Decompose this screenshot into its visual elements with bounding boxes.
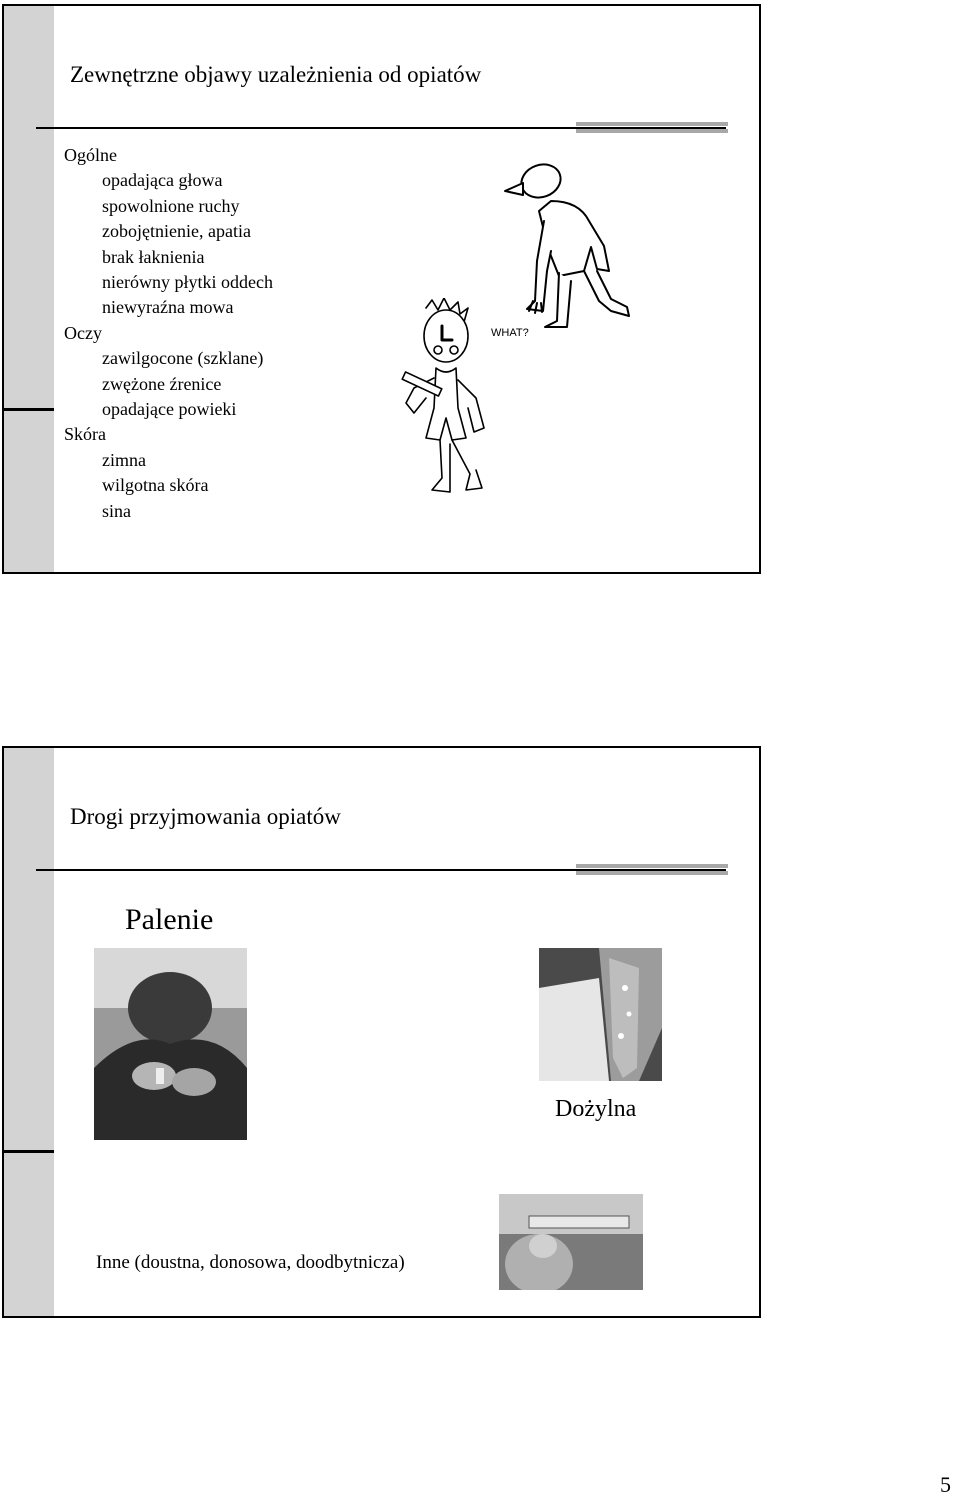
list-item: niewyraźna mowa	[102, 297, 234, 318]
injection-arm-photo	[539, 948, 662, 1081]
other-routes-label: Inne (doustna, donosowa, doodbytnicza)	[96, 1252, 405, 1273]
slide-2-title: Drogi przyjmowania opiatów	[70, 804, 341, 829]
addict-cartoon-illustration	[396, 298, 531, 498]
slide-1-title: Zewnętrzne objawy uzależnienia od opiatów	[70, 62, 482, 87]
list-item: spowolnione ruchy	[102, 195, 240, 216]
list-item: zwężone źrenice	[102, 373, 222, 394]
list-item: zawilgocone (szklane)	[102, 348, 264, 369]
slide-2	[2, 746, 761, 1318]
section-heading: Ogólne	[64, 145, 117, 165]
list-item: nierówny płytki oddech	[102, 272, 273, 293]
sidebar-tick	[4, 1150, 54, 1153]
list-item: zimna	[102, 449, 146, 470]
title-rule-bars	[576, 122, 728, 136]
smoking-photo	[94, 948, 247, 1140]
list-item: zobojętnienie, apatia	[102, 221, 251, 242]
section-heading: Skóra	[64, 424, 106, 445]
list-item: opadająca głowa	[102, 170, 223, 191]
list-item: brak łaknienia	[102, 246, 205, 267]
slide-1-sidebar	[4, 6, 54, 572]
smoking-label: Palenie	[125, 903, 214, 936]
page-number: 5	[940, 1472, 951, 1497]
iv-label: Dożylna	[555, 1096, 637, 1122]
cartoon-caption: WHAT?	[491, 327, 529, 339]
slide-2-sidebar	[4, 748, 54, 1316]
title-rule-bars	[576, 864, 728, 878]
list-item: wilgotna skóra	[102, 475, 209, 496]
symptom-list	[64, 143, 273, 524]
slide-1	[2, 4, 761, 574]
list-item: sina	[102, 500, 131, 521]
list-item: opadające powieki	[102, 399, 237, 420]
sidebar-tick	[4, 408, 54, 411]
syringe-photo	[499, 1194, 643, 1290]
section-heading: Oczy	[64, 322, 102, 343]
